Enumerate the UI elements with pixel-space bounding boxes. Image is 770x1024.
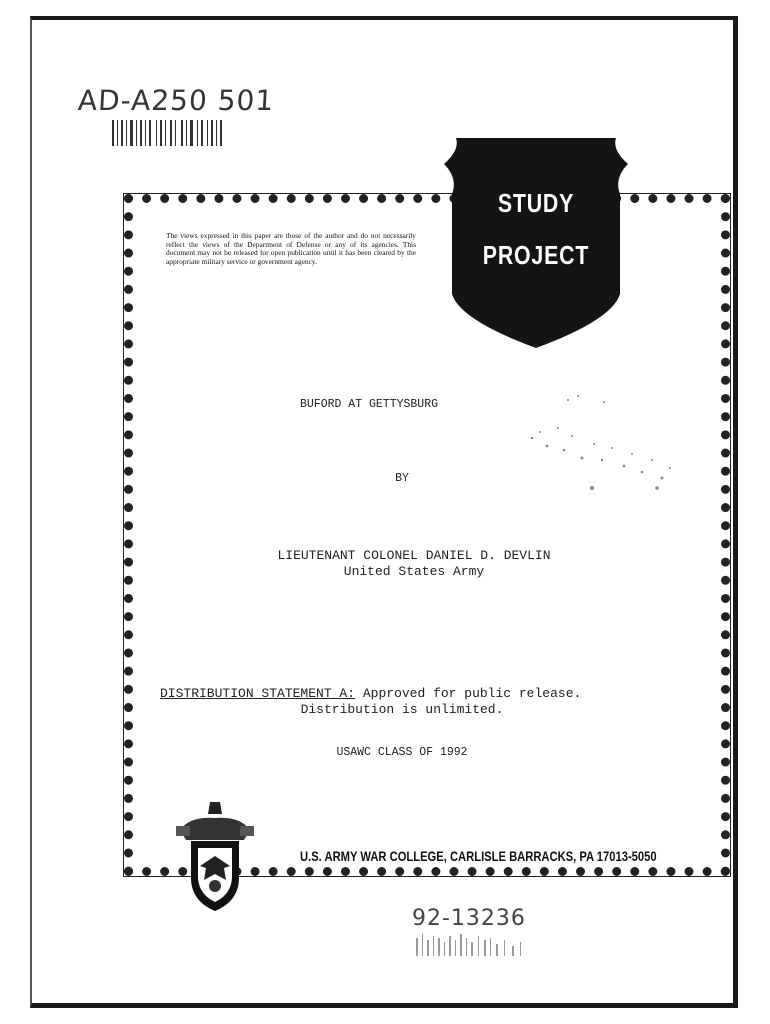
college-address: U.S. ARMY WAR COLLEGE, CARLISLE BARRACKS, PA 17013-5050 [300,848,657,864]
distribution-label: DISTRIBUTION STATEMENT A: [160,686,356,701]
distribution-statement [160,686,640,701]
byline: BY [395,472,409,485]
study-project-frame [124,194,730,876]
author-service: United States Army [343,564,485,579]
accession-barcode-icon [112,118,232,148]
class-year: USAWC CLASS OF 1992 [336,746,468,759]
report-barcode-icon [416,934,536,960]
document-title: BUFORD AT GETTYSBURG [299,398,439,411]
distribution-note: Distribution is unlimited. [300,702,504,717]
stamp-smudge [512,388,692,508]
accession-number: AD-A250 501 [77,84,276,117]
army-war-college-crest-icon [170,800,260,912]
report-number: 92-13236 [412,906,526,931]
badge-line-study: STUDY [497,188,575,218]
badge-line-project: PROJECT [482,240,590,270]
disclaimer-text: The views expressed in this paper are those of the author and do not necessarily reflect the views of the Department of Defense or any of its agencies. This document may not be released for open publication until it has been cleared by the appropriate military service or government agency. [166,231,416,267]
distribution-text: Approved for public release. [362,686,582,701]
author-name: LIEUTENANT COLONEL DANIEL D. DEVLIN [277,548,551,563]
